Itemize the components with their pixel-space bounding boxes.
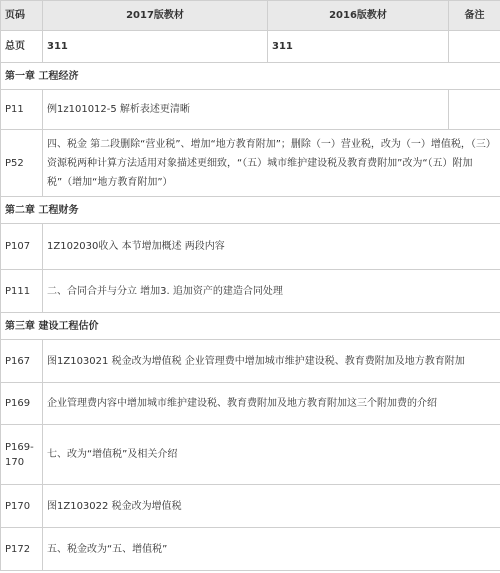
table-row (1, 340, 500, 383)
row-text: 四、税金 第二段删除“营业税”、增加“地方教育附加”；删除（一）营业税，改为（一）增值税，（三）资源税两种计算方法适用对象描述更细致，“（五）城市维护建设税及教育费附加”改为“（五）附加税”（增加“地方教育附加”） (43, 130, 500, 197)
total-label: 总页 (1, 31, 43, 63)
row-text: 例1z101012-5 解析表述更清晰 (43, 90, 449, 130)
row-page: P167 (1, 340, 43, 383)
row-text: 图1Z103022 税金改为增值税 (43, 485, 500, 528)
row-page: P107 (1, 224, 43, 270)
row-text: 五、税金改为“五、增值税” (43, 528, 500, 571)
row-page: P52 (1, 130, 43, 197)
row-page: P169-170 (1, 425, 43, 485)
total-row (1, 31, 500, 63)
total-2017: 311 (43, 31, 268, 63)
row-notes (449, 90, 500, 130)
header-2017: 2017版教材 (43, 1, 268, 31)
row-page: P172 (1, 528, 43, 571)
row-text: 企业管理费内容中增加城市维护建设税、教育费附加及地方教育附加这三个附加费的介绍 (43, 383, 500, 425)
row-page: P11 (1, 90, 43, 130)
chapter-title: 第二章 工程财务 (1, 197, 500, 224)
header-2016: 2016版教材 (268, 1, 449, 31)
header-notes: 备注 (449, 1, 500, 31)
chapter-title: 第一章 工程经济 (1, 63, 500, 90)
total-2016: 311 (268, 31, 449, 63)
table-row (1, 130, 500, 197)
table-row (1, 270, 500, 313)
row-text: 七、改为“增值税”及相关介绍 (43, 425, 500, 485)
table-row (1, 528, 500, 571)
total-notes (449, 31, 500, 63)
table-row (1, 425, 500, 485)
chapter-row (1, 197, 500, 224)
header-page: 页码 (1, 1, 43, 31)
row-page: P111 (1, 270, 43, 313)
header-row (1, 1, 500, 31)
table-row (1, 224, 500, 270)
chapter-row (1, 313, 500, 340)
table-row (1, 383, 500, 425)
chapter-title: 第三章 建设工程估价 (1, 313, 500, 340)
row-page: P169 (1, 383, 43, 425)
row-page: P170 (1, 485, 43, 528)
table-row (1, 485, 500, 528)
row-text: 1Z102030收入 本节增加概述 两段内容 (43, 224, 500, 270)
row-text: 图1Z103021 税金改为增值税 企业管理费中增加城市维护建设税、教育费附加及地方教育附加 (43, 340, 500, 383)
table-row (1, 90, 500, 130)
row-text: 二、合同合并与分立 增加3. 追加资产的建造合同处理 (43, 270, 500, 313)
chapter-row (1, 63, 500, 90)
